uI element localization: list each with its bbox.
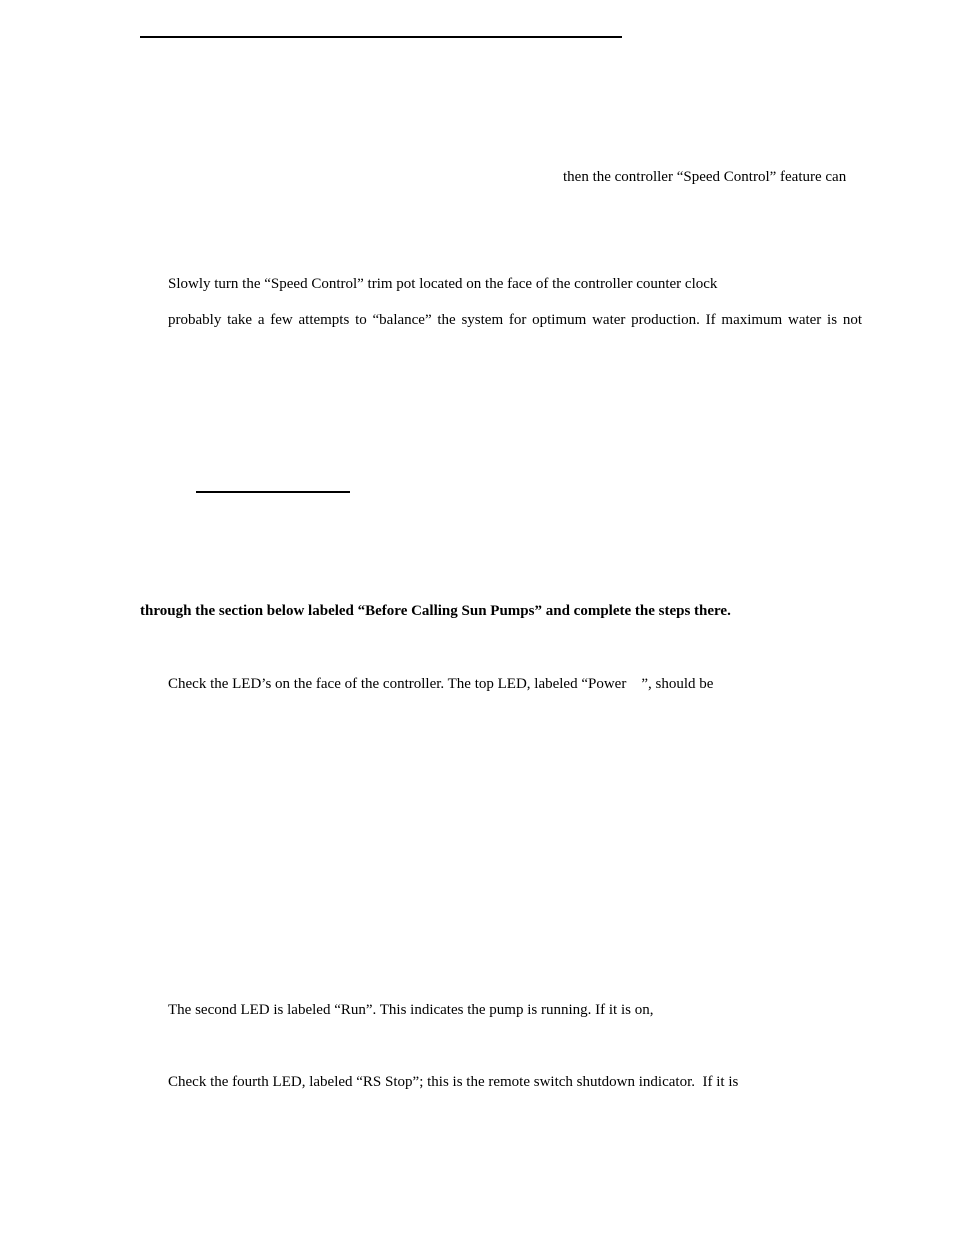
section-heading-underline bbox=[196, 491, 350, 493]
fourth-led-text: Check the fourth LED, labeled “RS Stop”; this is the remote switch shutdown indicator. If it is bbox=[168, 1074, 739, 1090]
top-heading-underline bbox=[140, 36, 622, 38]
second-led-text: The second LED is labeled “Run”. This indicates the pump is running. If it is on, bbox=[168, 1002, 654, 1018]
check-leds-text: Check the LED’s on the face of the controller. The top LED, labeled “Power ”, should be bbox=[168, 676, 714, 692]
speed-control-feature-text: then the controller “Speed Control” feature can bbox=[563, 169, 847, 185]
turn-trim-pot-text: Slowly turn the “Speed Control” trim pot located on the face of the controller counter clock bbox=[168, 276, 718, 292]
before-calling-instruction: through the section below labeled “Before Calling Sun Pumps” and complete the steps there. bbox=[140, 603, 731, 619]
balance-system-text: probably take a few attempts to “balance” the system for optimum water production. If maximum water is not bbox=[168, 312, 862, 328]
